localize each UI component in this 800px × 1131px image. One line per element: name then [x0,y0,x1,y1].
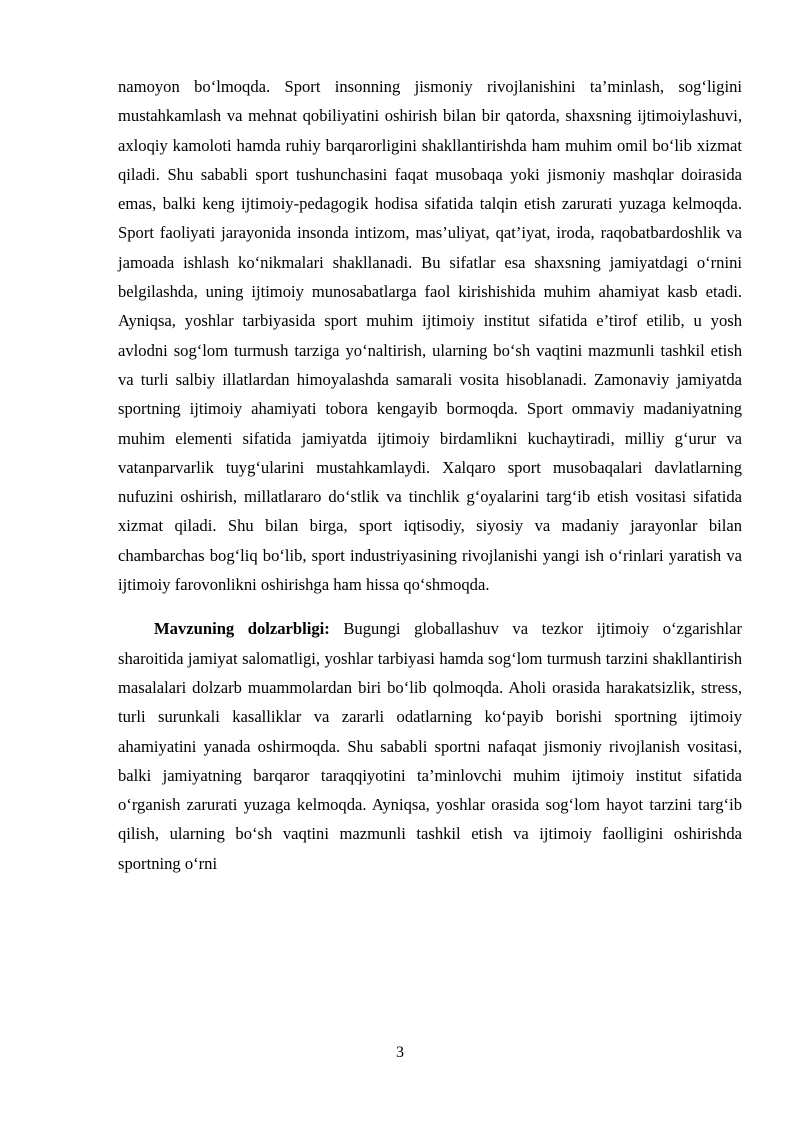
relevance-paragraph [118,614,742,878]
body-paragraph: namoyon bo‘lmoqda. Sport insonning jismoniy rivojlanishini ta’minlash, sog‘ligini mustahkamlash va mehnat qobiliyatini oshirish bilan bir qatorda, shaxsning ijtimoiylashuvi, axloqiy kamoloti hamda ruhiy barqarorligini shakllantirishda ham muhim omil bo‘lib xizmat qiladi. Shu sababli sport tushunchasini faqat musobaqa yoki jismoniy mashqlar doirasida emas, balki keng ijtimoiy-pedagogik hodisa sifatida talqin etish zarurati yuzaga kelmoqda. Sport faoliyati jarayonida insonda intizom, mas’uliyat, qat’iyat, iroda, raqobatbardoshlik va jamoada ishlash ko‘nikmalari shakllanadi. Bu sifatlar esa shaxsning jamiyatdagi o‘rnini belgilashda, uning ijtimoiy munosabatlarga faol kirishishida muhim ahamiyat kasb etadi. Ayniqsa, yoshlar tarbiyasida sport muhim ijtimoiy institut sifatida e’tirof etilib, u yosh avlodni sog‘lom turmush tarziga yo‘naltirish, ularning bo‘sh vaqtini mazmunli tashkil etish va turli salbiy illatlardan himoyalashda samarali vosita hisoblanadi. Zamonaviy jamiyatda sportning ijtimoiy ahamiyati tobora kengayib bormoqda. Sport ommaviy madaniyatning muhim elementi sifatida jamiyatda ijtimoiy birdamlikni kuchaytiradi, milliy g‘urur va vatanparvarlik tuyg‘ularini mustahkamlaydi. Xalqaro sport musobaqalari davlatlarning nufuzini oshirish, millatlararo do‘stlik va tinchlik g‘oyalarini targ‘ib etish vositasi sifatida xizmat qiladi. Shu bilan birga, sport iqtisodiy, siyosiy va madaniy jarayonlar bilan chambarchas bog‘liq bo‘lib, sport industriyasining rivojlanishi yangi ish o‘rinlari yaratish va ijtimoiy farovonlikni oshirishga ham hissa qo‘shmoqda. [118,77,742,595]
document-page [118,72,742,878]
page-number: 3 [396,1044,404,1061]
section-heading: Mavzuning dolzarbligi: [154,619,330,639]
relevance-text: Bugungi globallashuv va tezkor ijtimoiy o‘zgarishlar sharoitida jamiyat salomatligi, yoshlar tarbiyasi hamda sog‘lom turmush tarzini shakllantirish masalalari dolzarb muammolardan biri bo‘lib qolmoqda. Aholi orasida harakatsizlik, stress, turli surunkali kasalliklar va zararli odatlarning ko‘payib borishi sportning ijtimoiy ahamiyatini yanada oshirmoqda. Shu sababli sportni nafaqat jismoniy rivojlanish vositasi, balki jamiyatning barqaror taraqqiyotini ta’minlovchi muhim ijtimoiy institut sifatida o‘rganish zarurati yuzaga kelmoqda. Ayniqsa, yoshlar orasida sog‘lom hayot tarzini targ‘ib qilish, ularning bo‘sh vaqtini mazmunli tashkil etish va ijtimoiy faolligini oshirishda sportning o‘rni [118,619,742,873]
